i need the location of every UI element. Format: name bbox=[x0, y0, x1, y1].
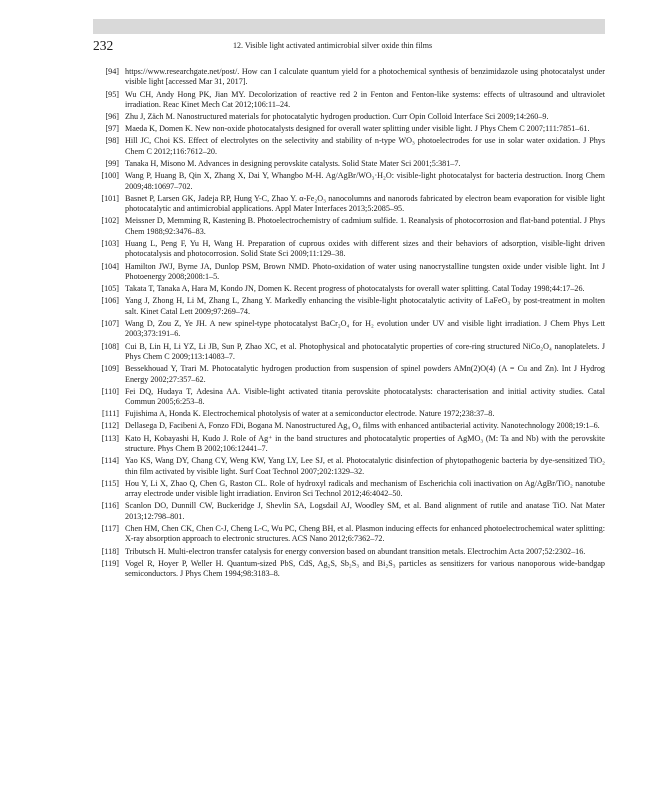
reference-text[interactable]: https://www.researchgate.net/post/. How can I calculate quantum yield for a photochemical synthesis of benzimidazole using photocatalyst under visible light [accessed Mar 31, 2017]. bbox=[125, 67, 605, 87]
reference-number: [94] bbox=[105, 67, 119, 76]
reference-item bbox=[93, 124, 605, 134]
reference-item bbox=[93, 239, 605, 260]
reference-item bbox=[93, 479, 605, 500]
reference-text: Wang P, Huang B, Qin X, Zhang X, Dai Y, Whangbo M-H. Ag/AgBr/WO₃·H₂O: visible-light photocatalyst for bacteria destruction. Inorg Chem 2009;48:10697–702. bbox=[125, 171, 605, 191]
reference-item bbox=[93, 296, 605, 317]
reference-text: Zhu J, Zäch M. Nanostructured materials for photocatalytic hydrogen production. Curr Opin Colloid Interface Sci 2009;14:260–9. bbox=[125, 112, 549, 122]
reference-item bbox=[93, 559, 605, 580]
reference-item bbox=[93, 112, 605, 122]
reference-text: Tributsch H. Multi-electron transfer catalysis for energy conversion based on abundant transition metals. Electrochim Acta 2007;52:2302–16. bbox=[125, 546, 586, 556]
reference-text: Scanlon DO, Dunnill CW, Buckeridge J, Shevlin SA, Logsdail AJ, Woodley SM, et al. Band alignment of rutile and anatase TiO. Nat Mater 2013;12:798–801. bbox=[125, 501, 605, 521]
reference-text: Tanaka H, Misono M. Advances in designing perovskite catalysts. Solid State Mater Sci 2001;5:381–7. bbox=[125, 159, 461, 169]
reference-number: [99] bbox=[105, 159, 119, 169]
reference-text: Hill JC, Choi KS. Effect of electrolytes on the selectivity and stability of n-type WO₃ photoelectrodes for use in solar water oxidation. J Phys Chem C 2012;116:7612–20. bbox=[125, 136, 605, 156]
reference-item bbox=[93, 547, 605, 557]
reference-number: [104] bbox=[101, 261, 119, 271]
reference-text: Meissner D, Memming R, Kastening B. Photoelectrochemistry of cadmium sulfide. 1. Reanalysis of photocorrosion and flat-band potential. J Phys Chem 1988;92:3476–83. bbox=[125, 216, 605, 236]
reference-item bbox=[93, 159, 605, 169]
reference-item bbox=[93, 342, 605, 363]
reference-item bbox=[93, 387, 605, 408]
reference-text: Basnet P, Larsen GK, Jadeja RP, Hung Y-C, Zhao Y. α-Fe₂O₃ nanocolumns and nanorods fabricated by electron beam evaporation for visible light photocatalytic and antimicrobial applications. Appl Mater Interfaces 2013;5:2085–95. bbox=[125, 193, 605, 214]
reference-item bbox=[93, 524, 605, 545]
reference-text: Yang J, Zhong H, Li M, Zhang L, Zhang Y. Markedly enhancing the visible-light photocatalytic activity of LaFeO₃ by post-treatment in molten salt. Kinet Catal Lett 2009;97:269–74. bbox=[125, 296, 605, 316]
reference-text: Bessekhouad Y, Trari M. Photocatalytic hydrogen production from suspension of spinel powders AMn(2)O(4) (A = Cu and Zn). Int J Hydrog Energy 2002;27:357–62. bbox=[125, 364, 605, 384]
reference-text: Cui B, Lin H, Li YZ, Li JB, Sun P, Zhao XC, et al. Photophysical and photocatalytic properties of core-ring structured NiCo₂O₄ nanoplatelets. J Phys Chem C 2009;113:14083–7. bbox=[125, 341, 605, 361]
reference-text: Hou Y, Li X, Zhao Q, Chen G, Raston CL. Role of hydroxyl radicals and mechanism of Escherichia coli inactivation on Ag/AgBr/TiO₂ nanotube array electrode under visible light irradiation. Environ Sci Technol 2012;46:4042–50. bbox=[125, 478, 605, 499]
reference-number: [100] bbox=[101, 171, 119, 181]
reference-text: Maeda K, Domen K. New non-oxide photocatalysts designed for overall water splitting under visible light. J Phys Chem C 2007;111:7851–61. bbox=[125, 124, 590, 134]
reference-text: Vogel R, Hoyer P, Weller H. Quantum-sized PbS, CdS, Ag₂S, Sb₂S₃ and Bi₂S₃ particles as sensitizers for various nanoporous wide-bandgap semiconductors. J Phys Chem 1994;98:3183–8. bbox=[125, 558, 605, 579]
reference-item bbox=[93, 194, 605, 215]
reference-number: [109] bbox=[101, 364, 119, 374]
reference-item bbox=[93, 136, 605, 157]
reference-number: [96] bbox=[105, 112, 119, 122]
running-title: 12. Visible light activated antimicrobial silver oxide thin films bbox=[233, 41, 433, 50]
reference-number: [102] bbox=[101, 216, 119, 226]
reference-number: [95] bbox=[105, 89, 119, 99]
reference-item bbox=[93, 67, 605, 88]
reference-number: [118] bbox=[101, 546, 119, 556]
reference-text: Hamilton JWJ, Byrne JA, Dunlop PSM, Brown NMD. Photo-oxidation of water using nanocrystalline tungsten oxide under visible light. Int J Photoenergy 2008;2008:1–5. bbox=[125, 261, 605, 282]
reference-number: [111] bbox=[102, 409, 119, 419]
reference-number: [119] bbox=[101, 558, 119, 568]
reference-text: Kato H, Kobayashi H, Kudo J. Role of Ag⁺ in the band structures and photocatalytic properties of AgMO₃ (M: Ta and Nb) with the perovskite structure. Phys Chem B 2002;106:12441–7. bbox=[125, 433, 605, 454]
reference-number: [108] bbox=[101, 341, 119, 351]
reference-number: [103] bbox=[101, 238, 119, 248]
reference-number: [97] bbox=[105, 124, 119, 134]
header-band bbox=[93, 19, 605, 34]
reference-text: Fujishima A, Honda K. Electrochemical photolysis of water at a semiconductor electrode. Nature 1972;238:37–8. bbox=[125, 409, 495, 419]
reference-item bbox=[93, 501, 605, 522]
reference-item bbox=[93, 284, 605, 294]
reference-number: [117] bbox=[101, 523, 119, 533]
reference-text: Takata T, Tanaka A, Hara M, Kondo JN, Domen K. Recent progress of photocatalysts for overall water splitting. Catal Today 1998;44:17–26. bbox=[125, 284, 585, 294]
reference-item bbox=[93, 434, 605, 455]
page-header bbox=[93, 38, 605, 54]
reference-number: [107] bbox=[101, 318, 119, 328]
reference-text: Dellasega D, Facibeni A, Fonzo FDi, Bogana M. Nanostructured Ag₄ O₄ films with enhanced antibacterial activity. Nanotechnology 2008;19:1–6. bbox=[125, 421, 600, 431]
reference-number: [113] bbox=[101, 433, 119, 443]
page-number: 232 bbox=[93, 38, 114, 53]
reference-item bbox=[93, 409, 605, 419]
reference-item bbox=[93, 171, 605, 192]
reference-item bbox=[93, 216, 605, 237]
reference-number: [105] bbox=[101, 284, 119, 294]
reference-number: [98] bbox=[105, 136, 119, 146]
reference-text: Yao KS, Wang DY, Chang CY, Weng KW, Yang LY, Lee SJ, et al. Photocatalytic disinfection of phytopathogenic bacteria by dye-sensitized TiO₂ thin film activated by visible light. Surf Coat Technol 2007;202:1329–32. bbox=[125, 456, 605, 476]
reference-text: Fei DQ, Hudaya T, Adesina AA. Visible-light activated titania perovskite photocatalysts: characterisation and initial activity studies. Catal Commun 2005;6:253–8. bbox=[125, 386, 605, 407]
reference-text: Wu CH, Andy Hong PK, Jian MY. Decolorization of reactive red 2 in Fenton and Fenton-like systems: effects of ultrasound and ultraviolet irradiation. Reac Kinet Mech Cat 2012;106:11–24. bbox=[125, 89, 605, 110]
reference-item bbox=[93, 262, 605, 283]
reference-item bbox=[93, 421, 605, 431]
reference-number: [112] bbox=[101, 421, 119, 431]
reference-item bbox=[93, 90, 605, 111]
reference-text: Wang D, Zou Z, Ye JH. A new spinel-type photocatalyst BaCr₂O₄ for H₂ evolution under UV and visible light irradiation. J Chem Phys Lett 2003;373:191–6. bbox=[125, 318, 605, 339]
reference-item bbox=[93, 364, 605, 385]
reference-number: [116] bbox=[101, 501, 119, 511]
reference-text: Huang L, Peng F, Yu H, Wang H. Preparation of cuprous oxides with different sizes and their behaviors of adsorption, visible-light driven photocatalysis and photocorrosion. Solid State Sci 2009;11:129–38. bbox=[125, 238, 605, 259]
reference-item bbox=[93, 456, 605, 477]
reference-number: [101] bbox=[101, 193, 119, 203]
reference-number: [110] bbox=[101, 386, 119, 396]
reference-text: Chen HM, Chen CK, Chen C-J, Cheng L-C, Wu PC, Cheng BH, et al. Plasmon inducing effects for enhanced photoelectrochemical water splitting: X-ray absorption approach to electronic structures. ACS Nano 2012;6:7362–72. bbox=[125, 523, 605, 544]
reference-number: [106] bbox=[101, 296, 119, 306]
reference-number: [114] bbox=[101, 456, 119, 466]
reference-item bbox=[93, 319, 605, 340]
reference-list bbox=[93, 67, 605, 581]
reference-number: [115] bbox=[101, 478, 119, 488]
